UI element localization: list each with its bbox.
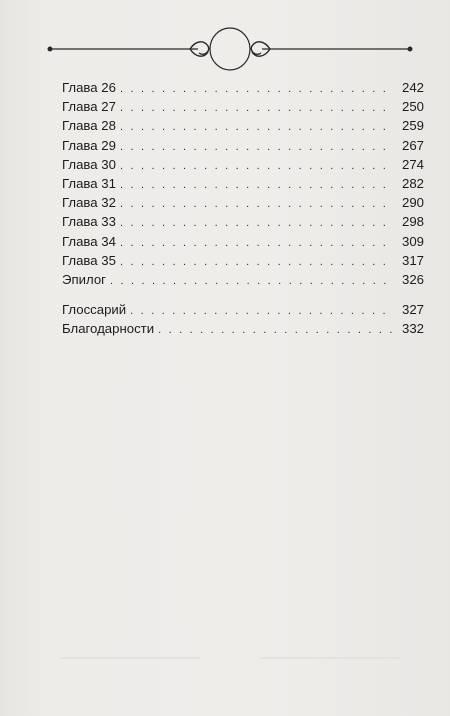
- table-of-contents: [62, 78, 424, 338]
- toc-entry-page: 327: [401, 302, 424, 318]
- toc-entry: [62, 78, 424, 97]
- toc-entry: [62, 300, 424, 319]
- footer-ornament-icon: [40, 646, 420, 670]
- dot-leader: [120, 80, 394, 99]
- toc-entry-page: 309: [401, 233, 424, 249]
- dot-leader: [158, 321, 394, 340]
- toc-entry: [62, 251, 424, 270]
- toc-entry-label: Глава 30: [62, 156, 116, 172]
- toc-entry-label: Глоссарий: [62, 302, 127, 318]
- toc-entry-page: 282: [401, 175, 424, 191]
- dot-leader: [120, 214, 394, 233]
- toc-entry-label: Глава 26: [62, 80, 116, 95]
- toc-entry-label: Глава 28: [62, 118, 116, 134]
- toc-entry: [62, 212, 424, 231]
- toc-entry-page: 290: [401, 195, 424, 211]
- toc-entry: [62, 319, 424, 338]
- toc-entry-page: 274: [401, 156, 424, 172]
- toc-entry-page: 242: [401, 80, 424, 95]
- toc-entry-page: 326: [401, 271, 424, 287]
- toc-entry-page: 332: [401, 321, 424, 337]
- toc-entry-label: Эпилог: [62, 271, 106, 287]
- toc-entry-label: Глава 29: [62, 137, 116, 153]
- toc-entry: [62, 193, 424, 212]
- dot-leader: [120, 138, 394, 157]
- dot-leader: [120, 253, 394, 272]
- dot-leader: [120, 195, 394, 214]
- toc-entry: [62, 97, 424, 116]
- dot-leader: [130, 302, 394, 321]
- toc-entry: [62, 270, 424, 289]
- dot-leader: [120, 234, 394, 253]
- dot-leader: [120, 118, 394, 137]
- toc-entry-label: Глава 34: [62, 233, 116, 249]
- dot-leader: [110, 272, 394, 291]
- toc-entry-page: 317: [401, 252, 424, 268]
- dot-leader: [120, 176, 394, 195]
- toc-entry: [62, 136, 424, 155]
- toc-entry-label: Глава 27: [62, 99, 116, 115]
- toc-entry-page: 259: [401, 118, 424, 134]
- toc-entry-label: Глава 33: [62, 214, 116, 230]
- toc-entry-label: Глава 31: [62, 175, 116, 191]
- toc-entry: [62, 232, 424, 251]
- dot-leader: [120, 157, 394, 176]
- toc-entry-page: 250: [401, 99, 424, 115]
- toc-entry-label: Глава 35: [62, 252, 116, 268]
- toc-entry: [62, 174, 424, 193]
- header-ornament-icon: [40, 24, 420, 74]
- toc-entry-label: Благодарности: [62, 321, 155, 337]
- toc-entry-page: 267: [401, 137, 424, 153]
- toc-entry-page: 298: [401, 214, 424, 230]
- toc-entry: [62, 155, 424, 174]
- toc-entry-label: Глава 32: [62, 195, 116, 211]
- toc-entry: [62, 116, 424, 135]
- dot-leader: [120, 99, 394, 118]
